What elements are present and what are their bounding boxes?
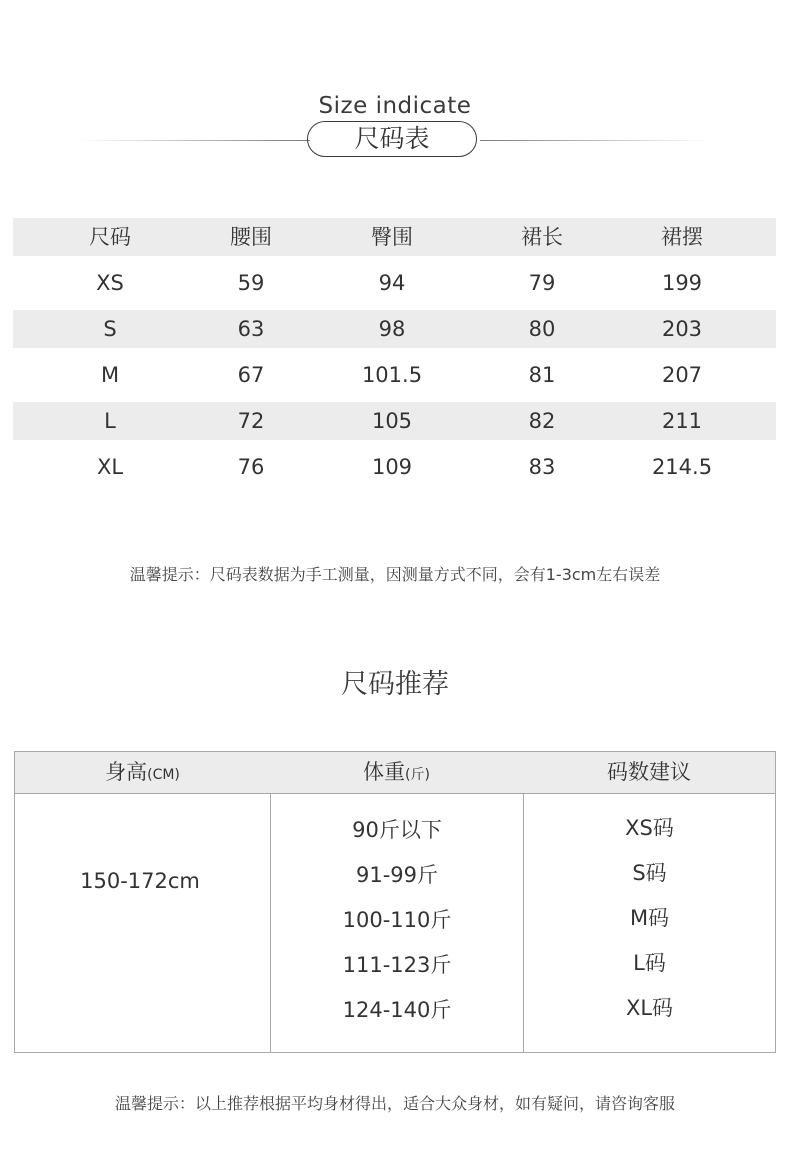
table-cell: 211 xyxy=(661,409,703,433)
english-title: Size indicate xyxy=(318,93,472,119)
header-skirt-length: 裙长 xyxy=(521,225,563,249)
header-waist: 腰围 xyxy=(230,225,272,249)
table-cell: 203 xyxy=(661,317,703,341)
table-cell: 59 xyxy=(237,271,265,295)
table-cell: 79 xyxy=(528,271,556,295)
table-row xyxy=(13,448,776,486)
table-cell: 67 xyxy=(237,363,265,387)
size-chart-header xyxy=(0,88,790,168)
size-table-header-row xyxy=(13,218,776,256)
list-item: 100-110斤 xyxy=(342,908,452,932)
table-cell: 199 xyxy=(661,271,703,295)
table-cell: S xyxy=(103,317,117,341)
table-cell: 105 xyxy=(371,409,413,433)
size-code-list xyxy=(524,810,775,1035)
header-weight xyxy=(270,752,523,793)
table-cell: 72 xyxy=(237,409,265,433)
table-cell: 82 xyxy=(528,409,556,433)
list-item: 124-140斤 xyxy=(342,998,452,1022)
table-cell: M xyxy=(100,363,120,387)
list-item: XL码 xyxy=(625,996,674,1020)
header-height xyxy=(15,752,270,793)
list-item: 91-99斤 xyxy=(355,863,439,887)
table-cell: 80 xyxy=(528,317,556,341)
list-item: M码 xyxy=(629,906,670,930)
recommendation-body xyxy=(15,794,775,1052)
list-item: S码 xyxy=(632,861,667,885)
table-cell: 109 xyxy=(371,455,413,479)
table-cell: 207 xyxy=(661,363,703,387)
header-height-label: 身高 xyxy=(105,760,148,784)
header-hip: 臀围 xyxy=(371,225,413,249)
table-cell: 81 xyxy=(528,363,556,387)
measurement-note: 温馨提示：尺码表数据为手工测量，因测量方式不同，会有1-3cm左右误差 xyxy=(129,565,661,584)
header-size-advice-label: 码数建议 xyxy=(607,760,691,784)
height-range: 150-172cm xyxy=(80,869,200,893)
header-size-advice xyxy=(523,752,775,793)
recommendation-note: 温馨提示：以上推荐根据平均身材得出，适合大众身材，如有疑问，请咨询客服 xyxy=(114,1094,675,1113)
recommendation-header-row xyxy=(15,752,775,794)
table-cell: XL xyxy=(96,455,124,479)
header-hem: 裙摆 xyxy=(661,225,703,249)
table-cell: 101.5 xyxy=(361,363,423,387)
chinese-title-pill: 尺码表 xyxy=(307,121,477,157)
table-cell: XS xyxy=(96,271,124,295)
table-cell: L xyxy=(104,409,116,433)
list-item: L码 xyxy=(633,951,666,975)
header-height-unit: (CM) xyxy=(147,767,180,783)
size-table xyxy=(13,218,776,494)
list-item: 111-123斤 xyxy=(342,953,452,977)
table-row xyxy=(13,310,776,348)
table-cell: 76 xyxy=(237,455,265,479)
table-row xyxy=(13,264,776,302)
header-weight-label: 体重 xyxy=(363,760,406,784)
table-cell: 98 xyxy=(378,317,406,341)
header-divider-right xyxy=(480,140,710,141)
table-cell: 94 xyxy=(378,271,406,295)
table-cell: 63 xyxy=(237,317,265,341)
weight-list xyxy=(271,812,523,1037)
table-row xyxy=(13,402,776,440)
recommendation-table xyxy=(14,751,776,1053)
header-weight-unit: (斤) xyxy=(405,767,430,783)
header-divider-left xyxy=(80,140,310,141)
recommendation-title: 尺码推荐 xyxy=(341,669,449,700)
list-item: XS码 xyxy=(625,816,674,840)
list-item: 90斤以下 xyxy=(352,818,442,842)
table-row xyxy=(13,356,776,394)
table-cell: 214.5 xyxy=(651,455,713,479)
table-cell: 83 xyxy=(528,455,556,479)
header-size: 尺码 xyxy=(89,225,131,249)
